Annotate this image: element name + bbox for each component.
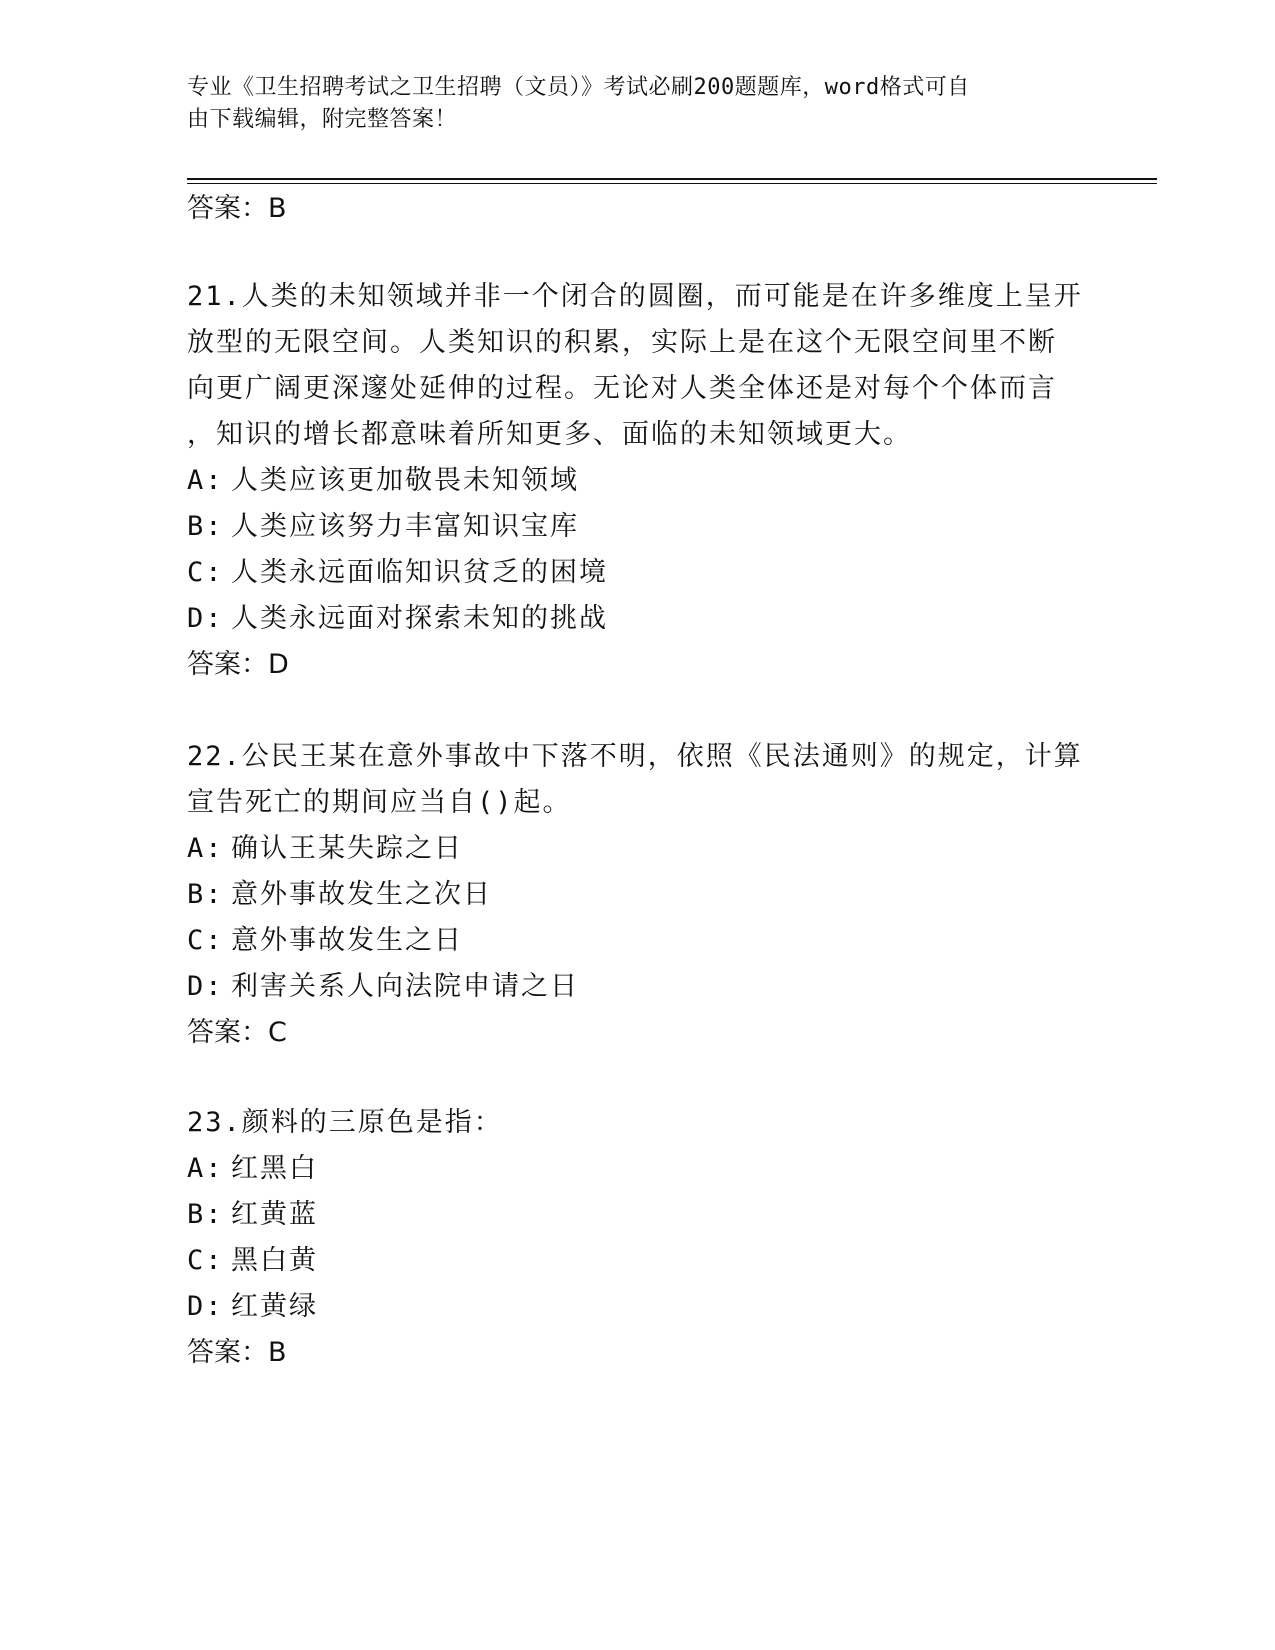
- option-key: C:: [187, 1245, 224, 1276]
- question-stem-line: 23.颜料的三原色是指：: [187, 1107, 503, 1138]
- question-stem-line: 向更广阔更深邃处延伸的过程。无论对人类全体还是对每个个体而言: [187, 373, 1057, 404]
- option-c: [187, 918, 1087, 964]
- question-stem-line: 21.人类的未知领域并非一个闭合的圆圈，而可能是在许多维度上呈开: [187, 281, 1083, 312]
- question-stem-line: ，知识的增长都意味着所知更多、面临的未知领域更大。: [187, 419, 912, 450]
- option-text: 人类应该更加敬畏未知领域: [231, 465, 579, 496]
- question-stem-line: 22.公民王某在意外事故中下落不明，依照《民法通则》的规定，计算: [187, 741, 1083, 772]
- option-c: [187, 550, 1087, 596]
- question-21: [187, 274, 1087, 688]
- option-text: 人类永远面对探索未知的挑战: [231, 603, 608, 634]
- option-text: 利害关系人向法院申请之日: [231, 971, 579, 1002]
- option-key: B:: [187, 1199, 224, 1230]
- option-key: C:: [187, 925, 224, 956]
- option-d: [187, 596, 1087, 642]
- option-key: A:: [187, 465, 224, 496]
- option-key: D:: [187, 603, 224, 634]
- option-text: 意外事故发生之日: [231, 925, 463, 956]
- option-key: A:: [187, 1153, 224, 1184]
- previous-answer-block: [187, 186, 1087, 232]
- option-text: 黑白黄: [231, 1245, 318, 1276]
- option-text: 人类应该努力丰富知识宝库: [231, 511, 579, 542]
- question-stem-line: 放型的无限空间。人类知识的积累，实际上是在这个无限空间里不断: [187, 327, 1057, 358]
- answer: 答案：D: [187, 649, 289, 680]
- option-c: [187, 1238, 1087, 1284]
- option-key: C:: [187, 557, 224, 588]
- question-22: [187, 734, 1087, 1056]
- header-line-1: 专业《卫生招聘考试之卫生招聘（文员）》考试必刷200题题库，word格式可自: [187, 75, 970, 100]
- header-line-2: 由下载编辑，附完整答案！: [187, 107, 458, 132]
- option-text: 人类永远面临知识贫乏的困境: [231, 557, 608, 588]
- option-b: [187, 1192, 1087, 1238]
- option-text: 意外事故发生之次日: [231, 879, 492, 910]
- option-text: 红黄绿: [231, 1291, 318, 1322]
- option-key: A:: [187, 833, 224, 864]
- header-divider-thin: [187, 183, 1157, 184]
- option-a: [187, 458, 1087, 504]
- option-key: B:: [187, 879, 224, 910]
- option-key: B:: [187, 511, 224, 542]
- option-a: [187, 826, 1087, 872]
- question-23: [187, 1100, 1087, 1376]
- option-b: [187, 872, 1087, 918]
- question-stem-line: 宣告死亡的期间应当自()起。: [187, 787, 572, 818]
- option-key: D:: [187, 1291, 224, 1322]
- header-divider-thick: [187, 178, 1157, 180]
- option-b: [187, 504, 1087, 550]
- option-a: [187, 1146, 1087, 1192]
- answer: 答案：B: [187, 1337, 287, 1368]
- option-d: [187, 1284, 1087, 1330]
- answer: 答案：C: [187, 1017, 287, 1048]
- option-text: 红黑白: [231, 1153, 318, 1184]
- previous-answer: 答案：B: [187, 193, 287, 224]
- option-d: [187, 964, 1087, 1010]
- option-key: D:: [187, 971, 224, 1002]
- document-header-note: [187, 72, 1067, 136]
- option-text: 确认王某失踪之日: [231, 833, 463, 864]
- option-text: 红黄蓝: [231, 1199, 318, 1230]
